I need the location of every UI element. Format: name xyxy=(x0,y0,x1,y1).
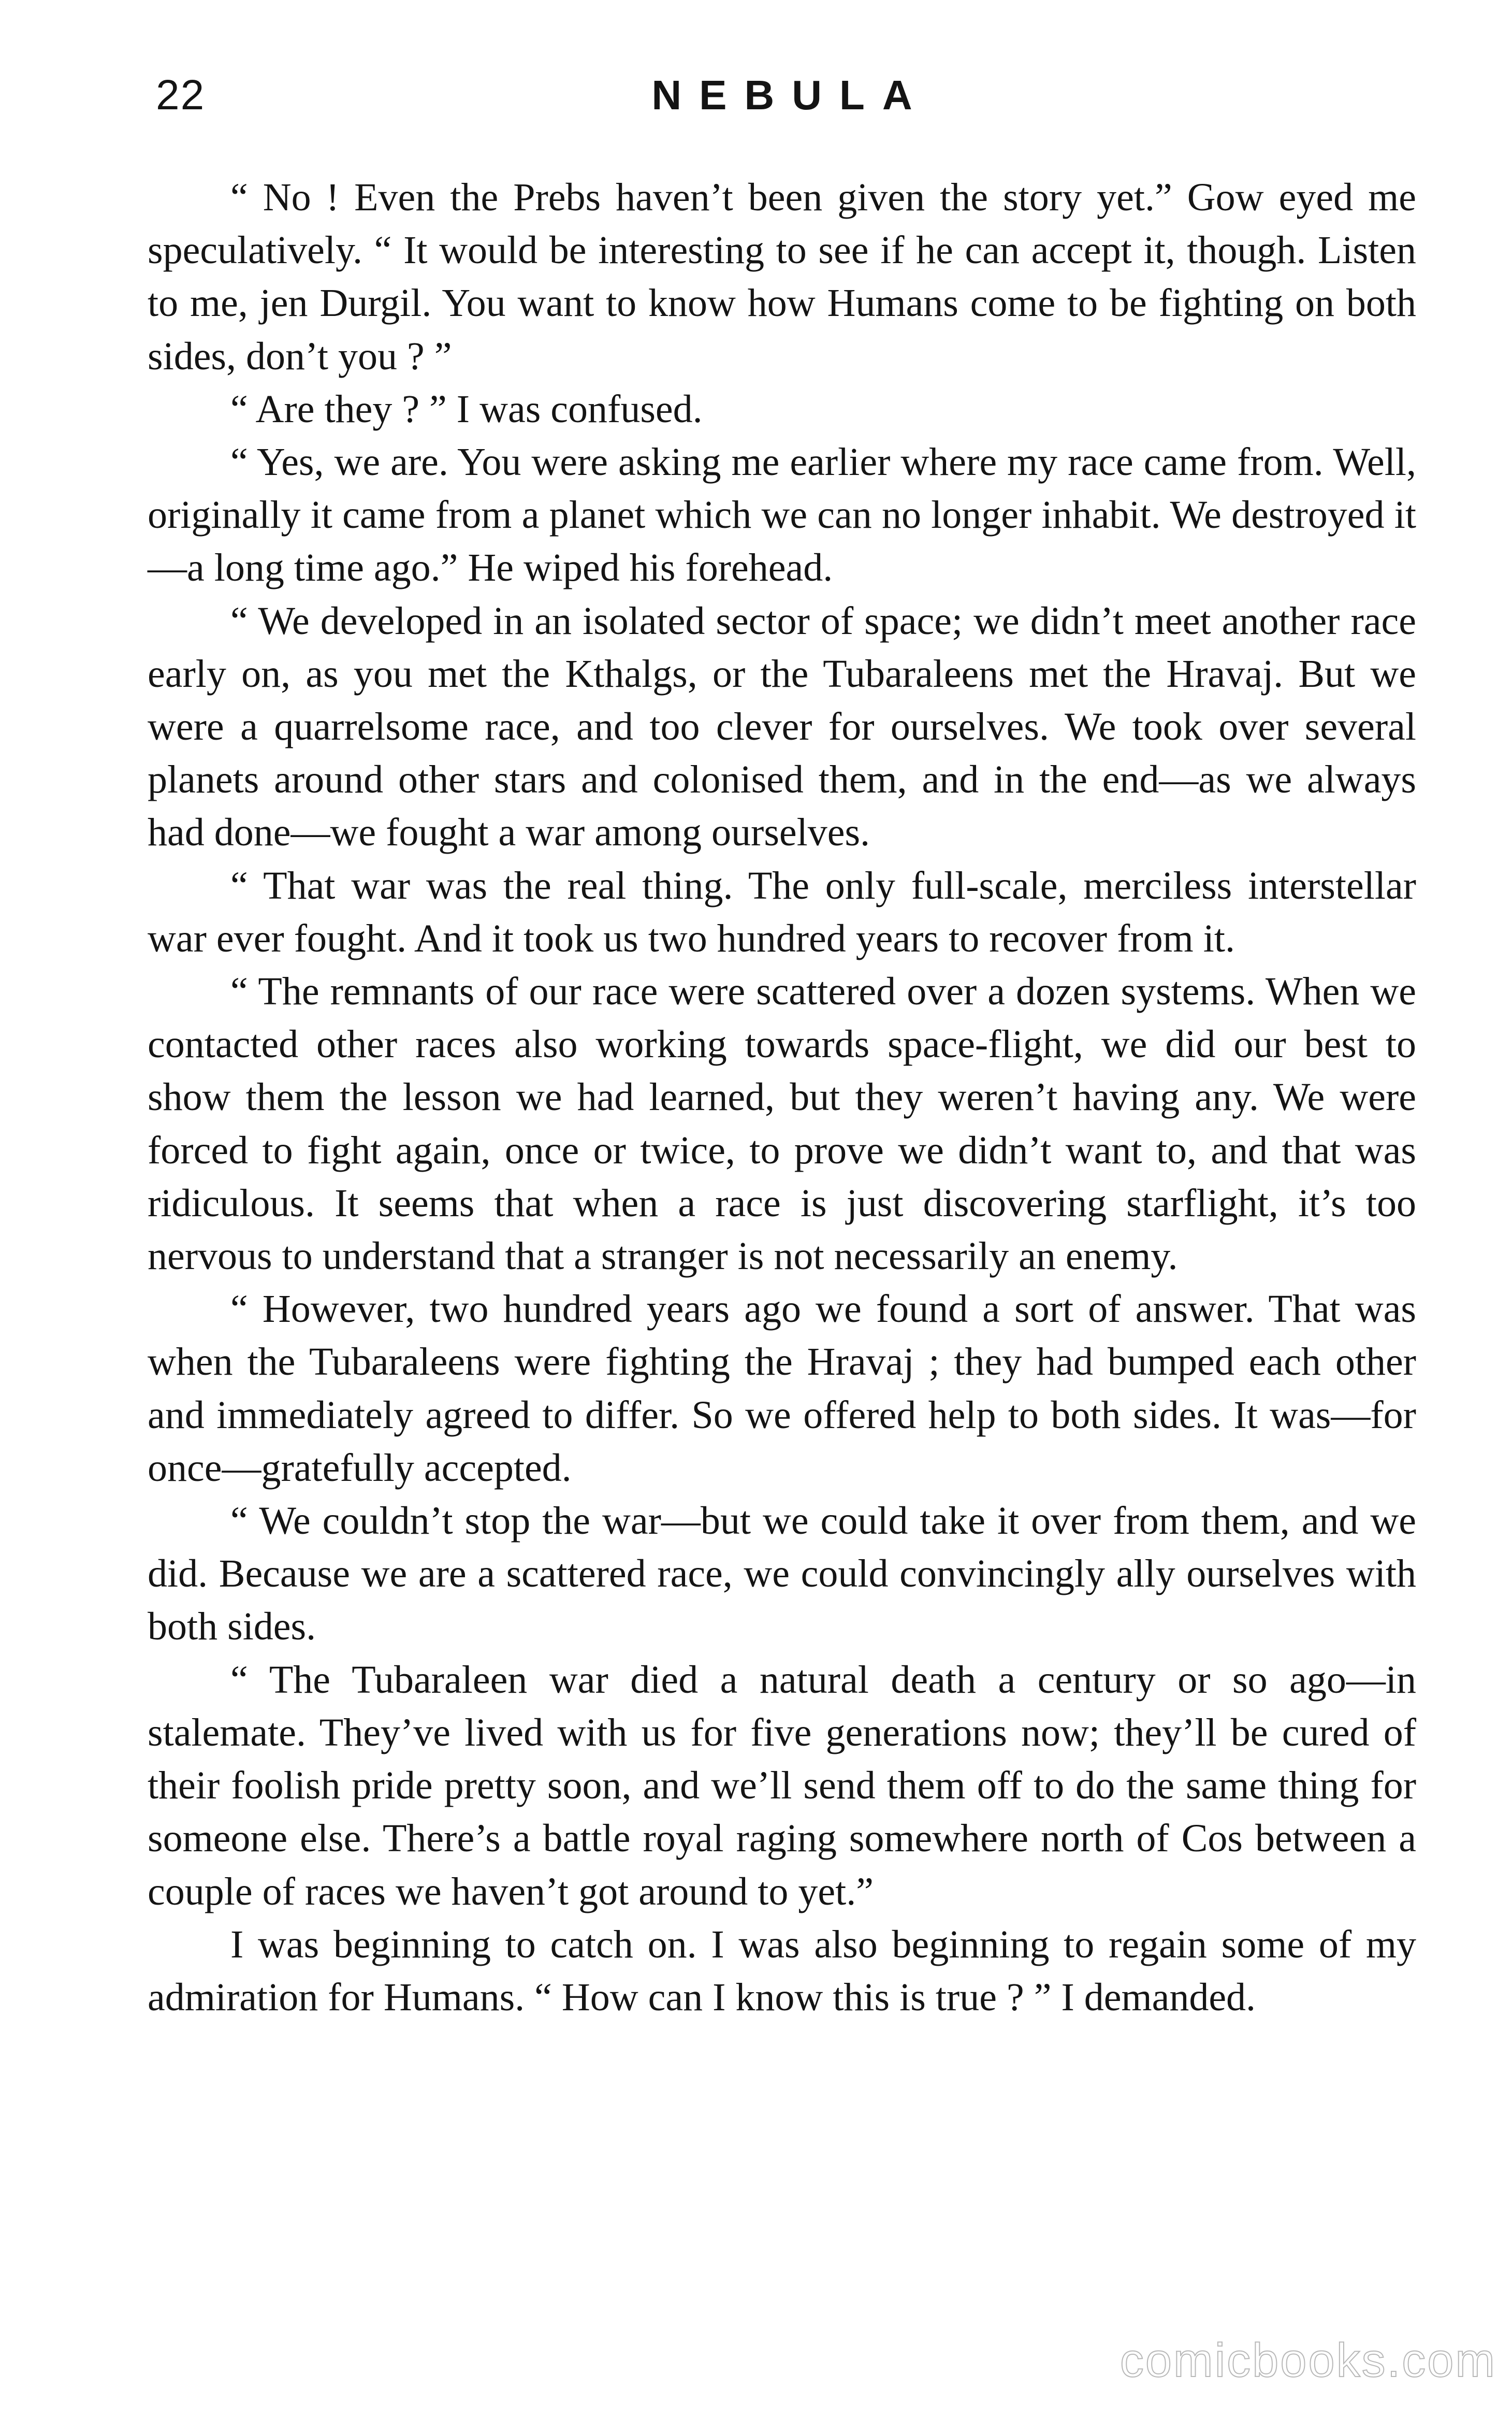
paragraph: “ Yes, we are. You were asking me earlier where my race came from. Well, originally it came from a planet which we can no longer inhabit. We destroyed it—a long time ago.” He wiped his forehead. xyxy=(148,440,1416,590)
page-number: 22 xyxy=(156,71,206,119)
paragraph: “ Are they ? ” I was confused. xyxy=(230,387,703,431)
paragraph: “ No ! Even the Prebs haven’t been given the story yet.” Gow eyed me speculatively. “ It would be interesting to see if he can accept it, though. Listen to me, jen Durgil. You want to know how Humans come to be fighting on both sides, don’t you ? ” xyxy=(148,176,1416,378)
paragraph: “ The Tubaraleen war died a natural death a century or so ago—in stalemate. They’ve lived with us for five generations now; they’ll be cured of their foolish pride pretty soon, and we’ll send them off to do the same thing for someone else. There’s a battle royal raging somewhere north of Cos between a couple of races we haven’t got around to yet.” xyxy=(148,1658,1416,1913)
body-text xyxy=(148,171,1416,2024)
paragraph: “ However, two hundred years ago we found a sort of answer. That was when the Tubaraleens were fighting the Hravaj ; they had bumped each other and immediately agreed to differ. So we offered help to both sides. It was—for once—gratefully accepted. xyxy=(148,1287,1416,1490)
paragraph: “ We couldn’t stop the war—but we could take it over from them, and we did. Because we are a scattered race, we could convincingly ally ourselves with both sides. xyxy=(148,1499,1416,1649)
running-head xyxy=(148,61,1416,134)
paragraph: “ The remnants of our race were scattered over a dozen systems. When we contacted other races also working towards space-flight, we did our best to show them the lesson we had learned, but they weren’t having any. We were forced to fight again, once or twice, to prove we didn’t want to, and that was ridiculous. It seems that when a race is just discovering starflight, it’s too nervous to understand that a stranger is not necessarily an enemy. xyxy=(148,970,1416,1278)
paragraph: I was beginning to catch on. I was also beginning to regain some of my admiration for Humans. “ How can I know this is true ? ” I demanded. xyxy=(148,1922,1416,2019)
paragraph: “ We developed in an isolated sector of space; we didn’t meet another race early on, as you met the Kthalgs, or the Tubaraleens met the Hravaj. But we were a quarrelsome race, and too clever for ourselves. We took over several planets around other stars and colonised them, and in the end—as we always had done—we fought a war among ourselves. xyxy=(148,599,1416,855)
site-watermark: comicbooks.com xyxy=(1120,2334,1496,2387)
paragraph: “ That war was the real thing. The only full-scale, merciless interstellar war ever fought. And it took us two hundred years to recover from it. xyxy=(148,863,1416,960)
magazine-title: NEBULA xyxy=(651,72,930,118)
